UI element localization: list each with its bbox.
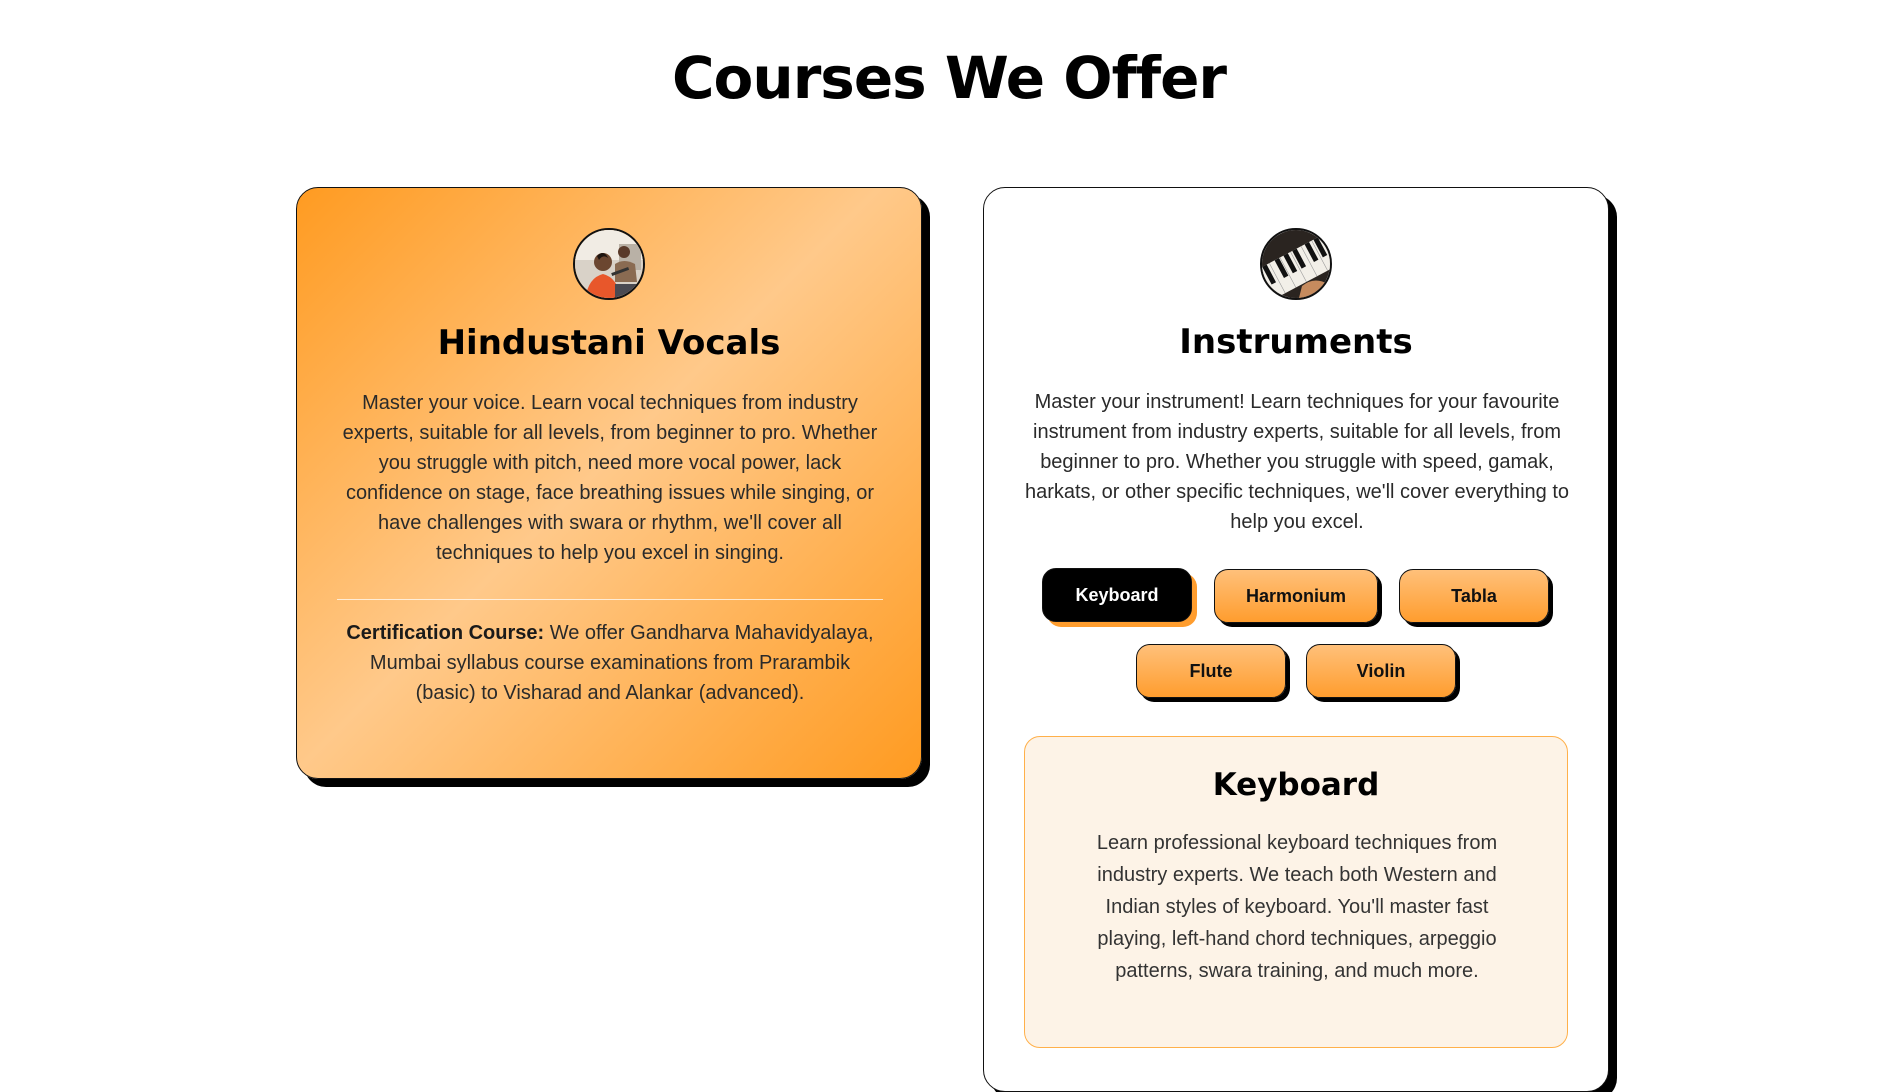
certification-text [345, 618, 875, 708]
certification-body: We offer Gandharva Mahavidyalaya, Mumbai syllabus course examinations from Prarambik (basic) to Visharad and Alankar (advanced). [369, 622, 874, 704]
page-title: Courses We Offer [671, 44, 1227, 112]
keyboard-avatar-icon [1260, 228, 1332, 300]
tab-harmonium[interactable]: Harmonium [1214, 569, 1378, 623]
instruments-title: Instruments [1179, 322, 1413, 362]
tab-tabla[interactable]: Tabla [1399, 569, 1549, 623]
certification-label: Certification Course: [346, 622, 545, 644]
divider [337, 599, 883, 600]
singer-avatar-icon [573, 228, 645, 300]
tab-violin[interactable]: Violin [1306, 644, 1456, 698]
detail-title: Keyboard [1212, 767, 1380, 803]
vocals-title: Hindustani Vocals [437, 323, 781, 363]
vocals-description: Master your voice. Learn vocal techniques from industry experts, suitable for all levels, from beginner to pro. Whether you struggle with pitch, need more vocal power, lack confidence on stage, face breathing issues while singing, or have challenges with swara or rhythm, we'll cover all techniques to help you excel in singing. [342, 392, 878, 564]
vocals-course-card[interactable] [296, 187, 922, 779]
instrument-detail-panel [1024, 736, 1568, 1048]
tab-keyboard[interactable]: Keyboard [1042, 568, 1192, 622]
instruments-description: Master your instrument! Learn techniques for your favourite instrument from industry experts, suitable for all levels, from beginner to pro. Whether you struggle with speed, gamak, harkats, or other specific techniques, we'll cover everything to help you excel. [1024, 391, 1570, 533]
instruments-course-card[interactable] [983, 187, 1609, 1092]
tab-flute[interactable]: Flute [1136, 644, 1286, 698]
detail-description: Learn professional keyboard techniques from industry experts. We teach both Western and Indian styles of keyboard. You'll master fast playing, left-hand chord techniques, arpeggio patterns, swara training, and much more. [1096, 832, 1498, 982]
